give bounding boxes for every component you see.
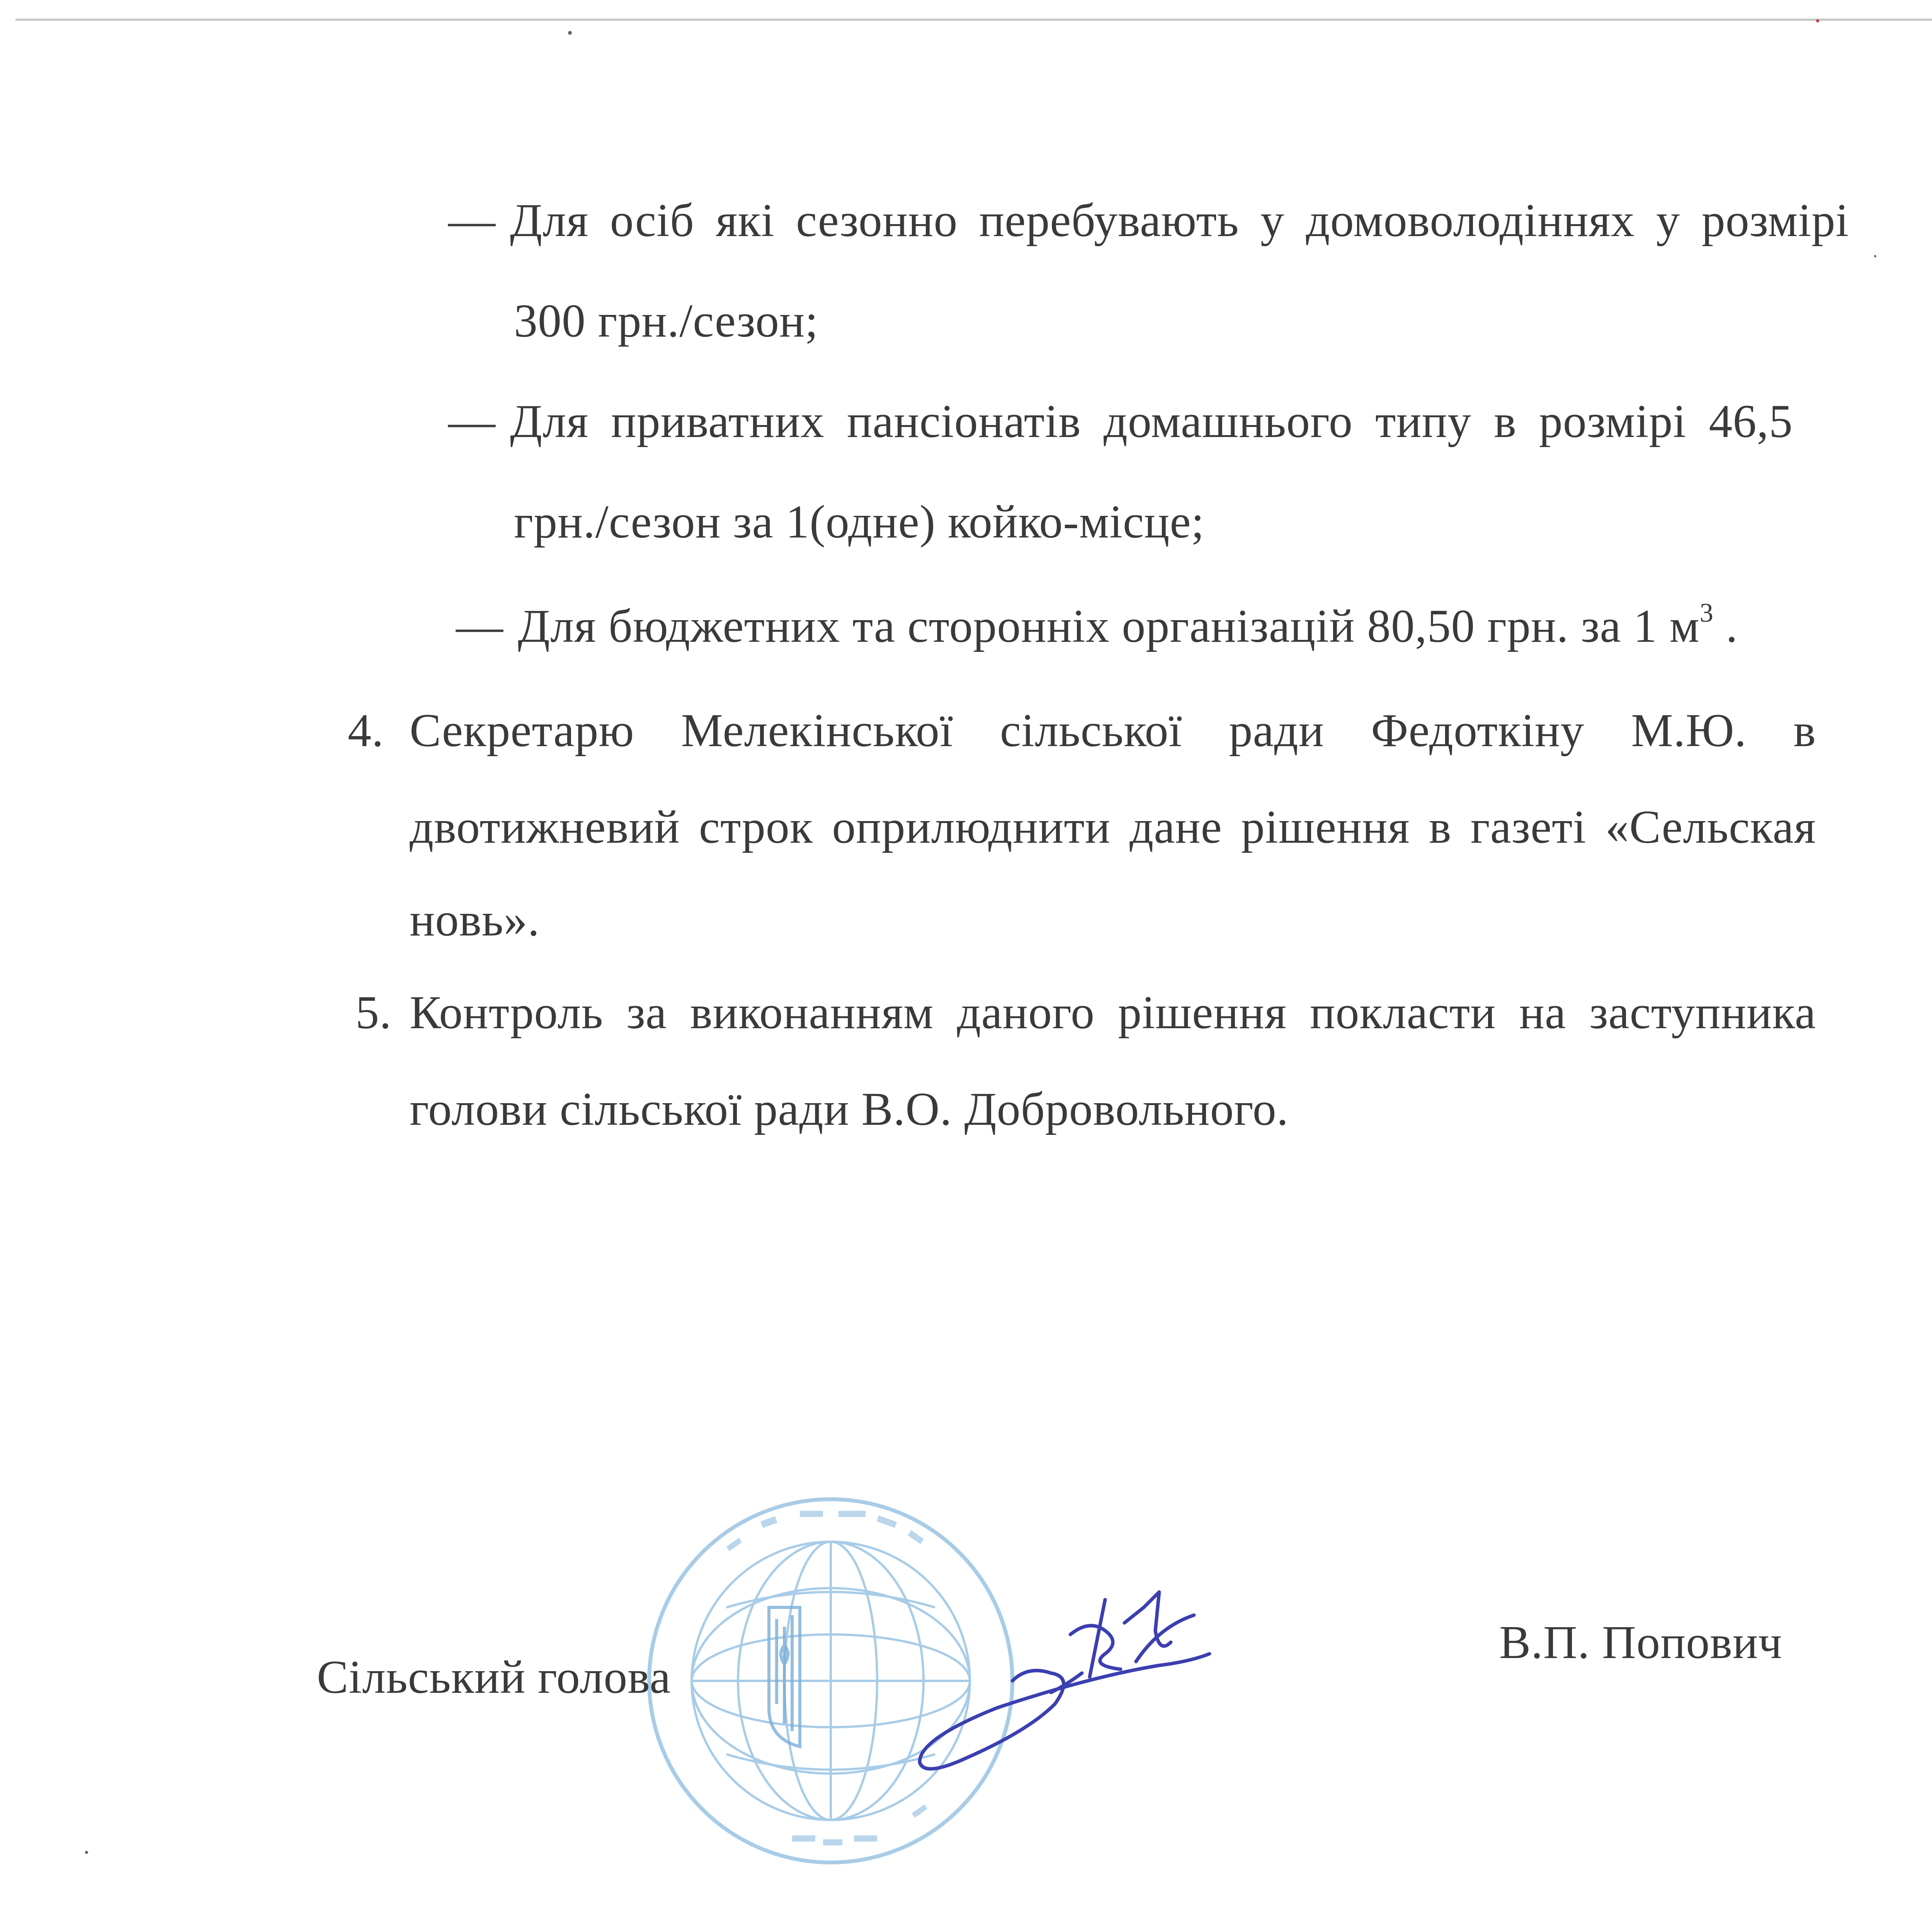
dash-list-item bbox=[448, 598, 1793, 672]
dash-list-item bbox=[448, 395, 1793, 568]
dash-list-item bbox=[448, 194, 1849, 367]
dash-marker: — bbox=[456, 600, 503, 652]
dash-marker: — bbox=[448, 194, 496, 247]
signatory-name: В.П. Попович bbox=[1499, 1616, 1782, 1668]
item-number: 5. bbox=[355, 986, 392, 1039]
official-seal-stamp-icon bbox=[638, 1492, 1024, 1870]
scan-speck bbox=[568, 31, 572, 35]
dash-item-continuation: грн./сезон за 1(одне) койко-місце; bbox=[514, 496, 1205, 548]
dash-marker: — bbox=[448, 395, 496, 447]
numbered-item-line: Контроль за виконанням даного рішення покласти на заступника bbox=[410, 986, 1816, 1039]
item-number: 4. bbox=[348, 704, 384, 757]
dash-item-text bbox=[518, 598, 1738, 652]
superscript: 3 bbox=[1699, 598, 1714, 628]
dash-item-text-main: Для бюджетних та сторонніх організацій 80,50 грн. за 1 м bbox=[518, 600, 1700, 652]
scan-border-top bbox=[15, 19, 1932, 21]
numbered-item-line: голови сільської ради В.О. Добровольного. bbox=[410, 1083, 1289, 1135]
dash-item-suffix: . bbox=[1726, 600, 1738, 652]
signatory-title: Сільський голова bbox=[317, 1651, 671, 1703]
dash-item-text: Для приватних пансіонатів домашнього типу в розмірі 46,5 bbox=[510, 395, 1793, 447]
numbered-item-line: Секретарю Мелекінської сільської ради Федоткіну М.Ю. в bbox=[410, 704, 1816, 757]
dash-item-continuation: 300 грн./сезон; bbox=[514, 295, 819, 347]
scan-speck bbox=[1874, 255, 1876, 257]
numbered-item-line: двотижневий строк оприлюднити дане рішення в газеті «Сельская bbox=[410, 801, 1816, 853]
scan-speck bbox=[1816, 19, 1819, 22]
numbered-item-line: новь». bbox=[410, 894, 540, 946]
handwritten-signature-icon bbox=[889, 1577, 1275, 1793]
scan-speck bbox=[85, 1851, 88, 1854]
dash-item-text: Для осіб які сезонно перебувають у домоволодіннях у розмірі bbox=[510, 194, 1849, 247]
